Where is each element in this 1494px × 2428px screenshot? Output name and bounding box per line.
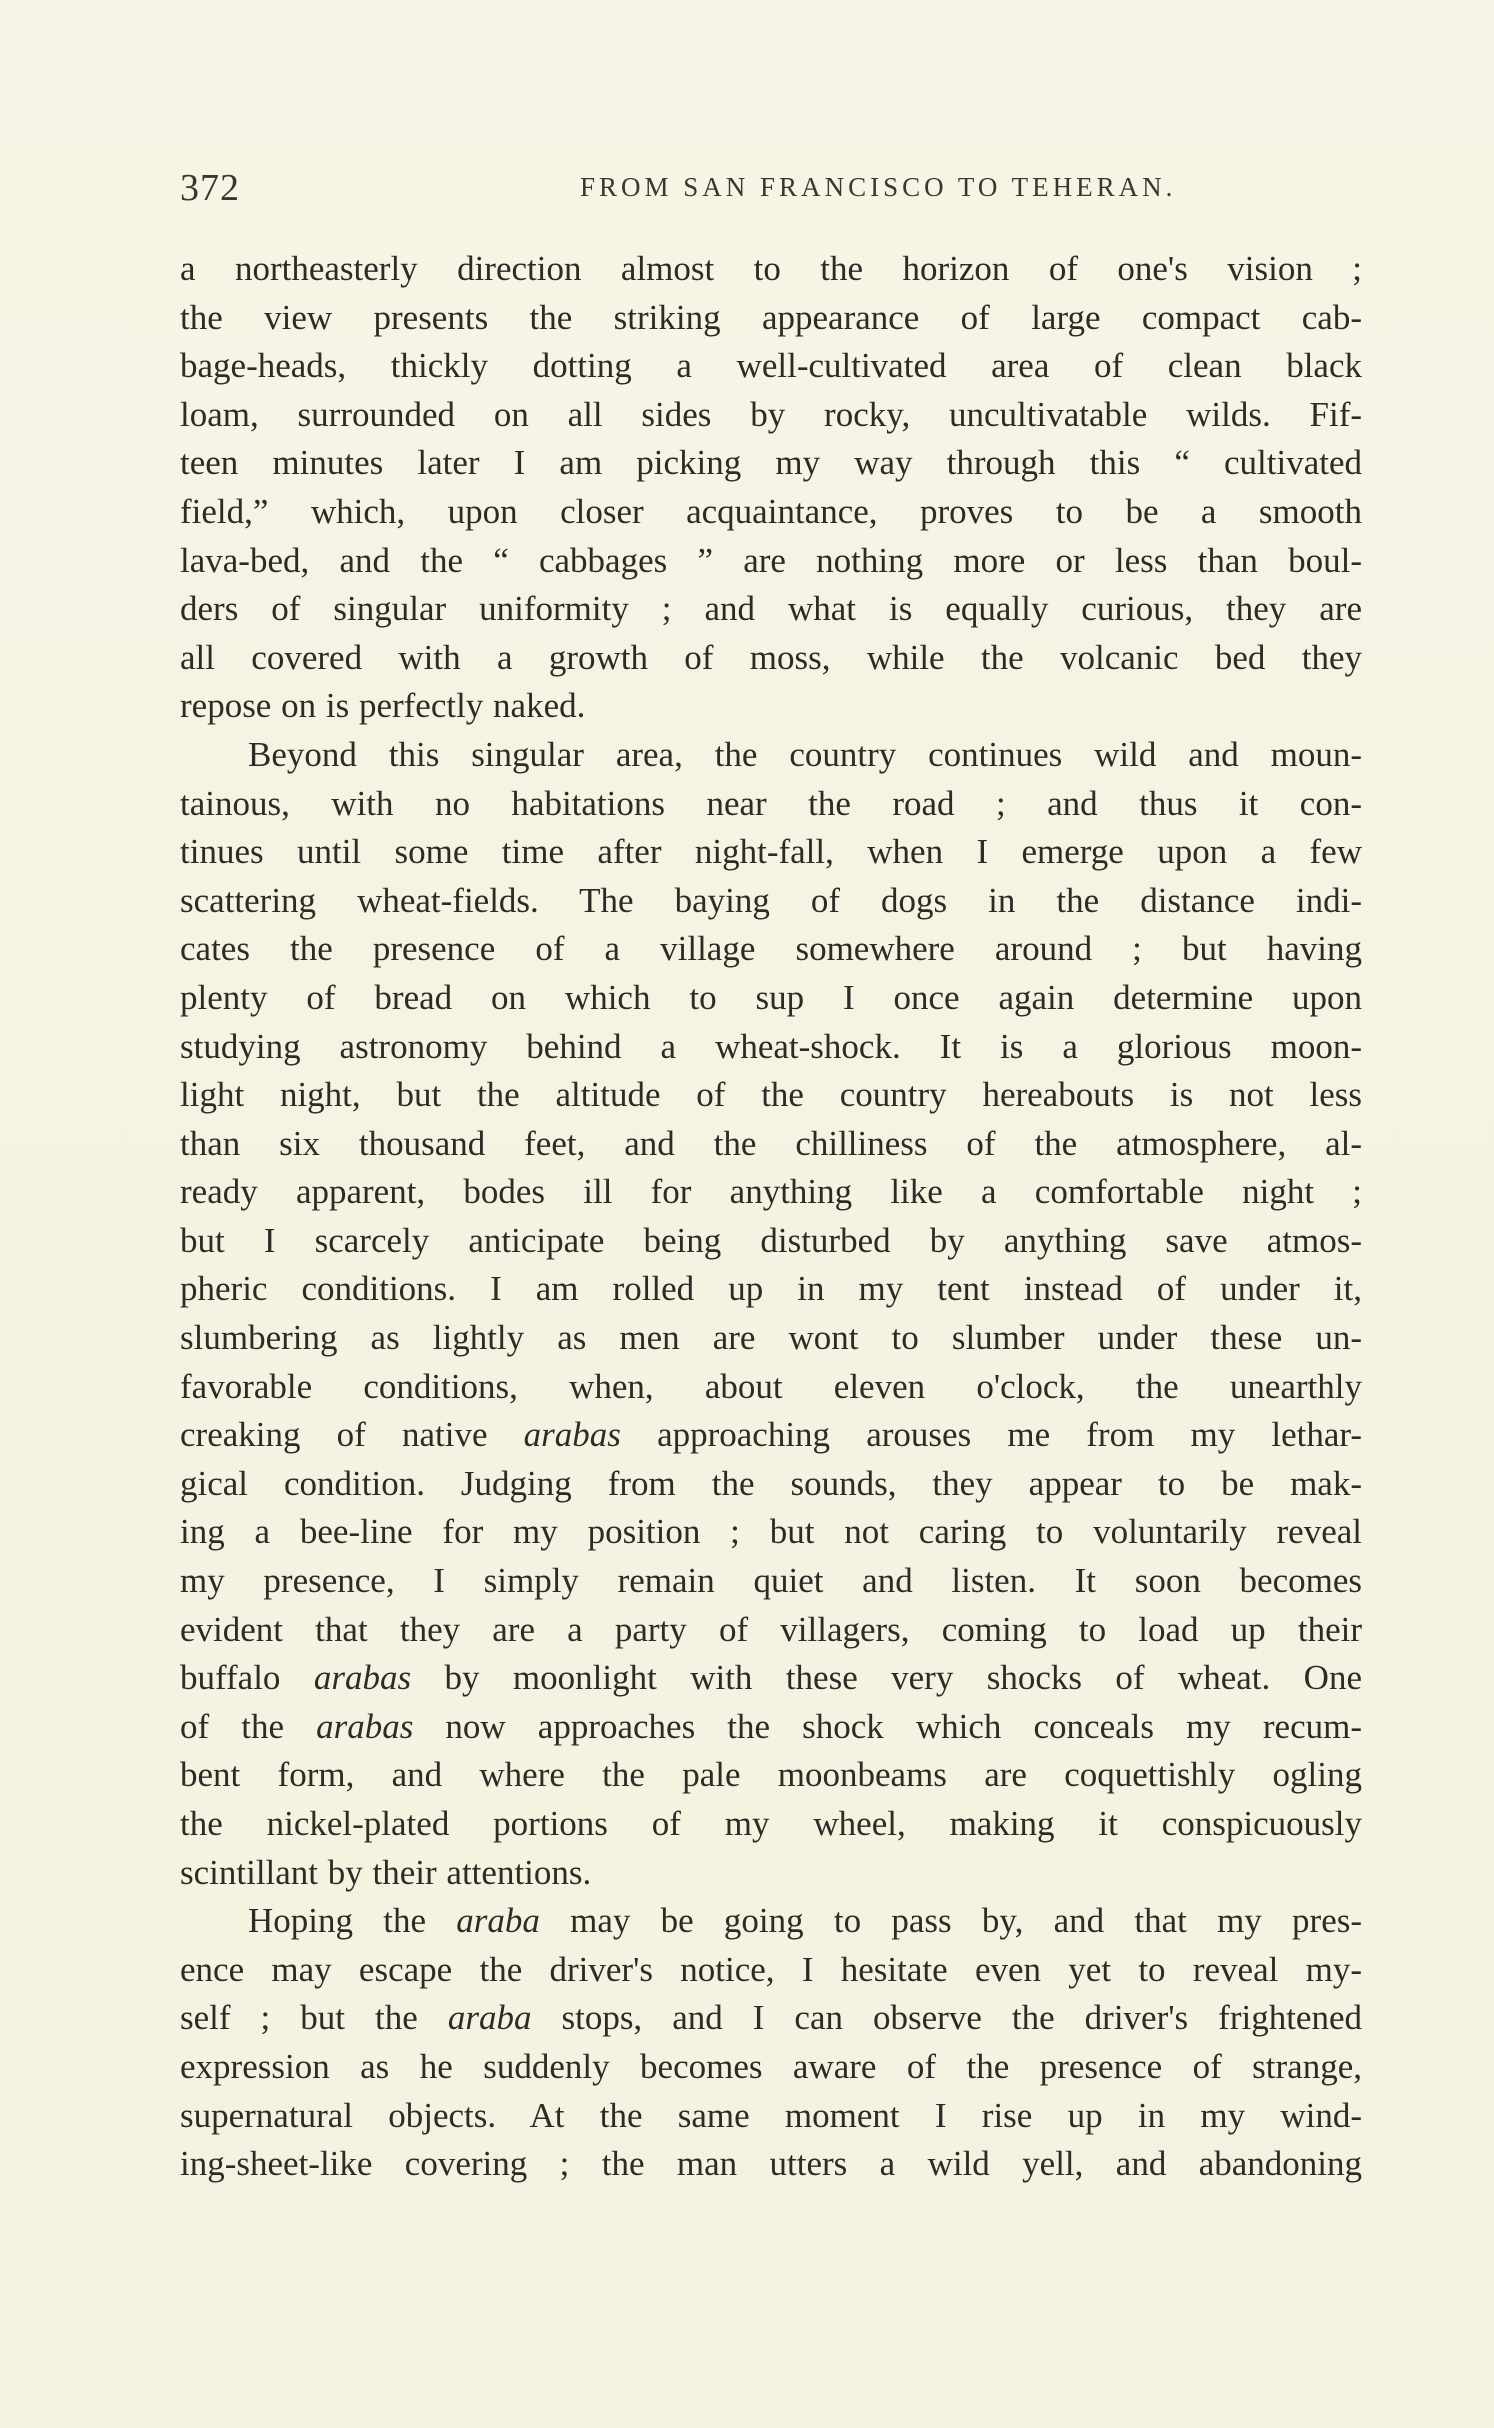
text-line: scattering wheat-fields. The baying of dogs in the distance indi- bbox=[180, 880, 1362, 920]
italic-word: arabas bbox=[313, 1658, 412, 1698]
text-line: favorable conditions, when, about eleven o'clock, the unearthly bbox=[180, 1366, 1362, 1406]
text-line: of the arabas now approaches the shock which conceals my recum- bbox=[180, 1706, 1362, 1746]
running-title: FROM SAN FRANCISCO TO TEHERAN. bbox=[580, 172, 1177, 202]
text-line: pheric conditions. I am rolled up in my tent instead of under it, bbox=[180, 1269, 1362, 1309]
paragraph-start-line: Beyond this singular area, the country continues wild and moun- bbox=[248, 734, 1362, 774]
text-line: evident that they are a party of villagers, coming to load up their bbox=[180, 1609, 1362, 1649]
text-line: lava-bed, and the “ cabbages ” are nothing more or less than boul- bbox=[180, 540, 1362, 580]
text-line: a northeasterly direction almost to the horizon of one's vision ; bbox=[180, 249, 1362, 288]
paragraph-start-line: Hoping the araba may be going to pass by, and that my pres- bbox=[248, 1901, 1362, 1941]
italic-word: arabas bbox=[523, 1415, 621, 1455]
text-line: bent form, and where the pale moonbeams are coquettishly ogling bbox=[180, 1755, 1362, 1795]
italic-word: araba bbox=[447, 1998, 532, 2038]
text-line: ence may escape the driver's notice, I hesitate even yet to reveal my- bbox=[180, 1949, 1362, 1989]
italic-word: araba bbox=[456, 1901, 540, 1941]
text-line: bage-heads, thickly dotting a well-cultivated area of clean black bbox=[180, 346, 1362, 386]
text-line: tinues until some time after night-fall, when I emerge upon a few bbox=[180, 832, 1362, 872]
text-line: the view presents the striking appearance of large compact cab- bbox=[180, 297, 1362, 337]
text-line: studying astronomy behind a wheat-shock. It is a glorious moon- bbox=[180, 1026, 1362, 1066]
text-line: slumbering as lightly as men are wont to slumber under these un- bbox=[180, 1318, 1362, 1358]
text-line: tainous, with no habitations near the road ; and thus it con- bbox=[180, 783, 1362, 823]
text-line: cates the presence of a village somewhere around ; but having bbox=[180, 929, 1362, 969]
running-head bbox=[180, 166, 1360, 216]
text-line: ders of singular uniformity ; and what is equally curious, they are bbox=[180, 589, 1362, 629]
body-text bbox=[180, 245, 1362, 2189]
italic-word: arabas bbox=[316, 1706, 414, 1746]
text-line: but I scarcely anticipate being disturbed by anything save atmos- bbox=[180, 1220, 1362, 1260]
text-line: ing-sheet-like covering ; the man utters a wild yell, and abandoning bbox=[180, 2144, 1362, 2184]
text-line: repose on is perfectly naked. bbox=[180, 686, 586, 726]
text-line: self ; but the araba stops, and I can observe the driver's frightened bbox=[180, 1998, 1363, 2038]
text-line: all covered with a growth of moss, while the volcanic bed they bbox=[180, 637, 1362, 677]
text-line: teen minutes later I am picking my way through this “ cultivated bbox=[180, 443, 1362, 483]
text-line: creaking of native arabas approaching arouses me from my lethar- bbox=[180, 1415, 1362, 1455]
text-line: my presence, I simply remain quiet and listen. It soon becomes bbox=[180, 1561, 1362, 1601]
text-line: ing a bee-line for my position ; but not caring to voluntarily reveal bbox=[180, 1512, 1362, 1552]
text-line: than six thousand feet, and the chilliness of the atmosphere, al- bbox=[180, 1123, 1362, 1163]
text-line: expression as he suddenly becomes aware of the presence of strange, bbox=[180, 2046, 1362, 2086]
page-number: 372 bbox=[180, 167, 240, 209]
text-line: plenty of bread on which to sup I once again determine upon bbox=[180, 977, 1362, 1017]
text-line: light night, but the altitude of the country hereabouts is not less bbox=[180, 1075, 1362, 1115]
text-line: ready apparent, bodes ill for anything like a comfortable night ; bbox=[180, 1172, 1362, 1212]
text-line: scintillant by their attentions. bbox=[180, 1852, 592, 1892]
text-line: supernatural objects. At the same moment I rise up in my wind- bbox=[180, 2095, 1362, 2135]
text-line: the nickel-plated portions of my wheel, making it conspicuously bbox=[180, 1804, 1362, 1843]
text-line: loam, surrounded on all sides by rocky, uncultivatable wilds. Fif- bbox=[180, 394, 1362, 434]
text-line: field,” which, upon closer acquaintance, proves to be a smooth bbox=[180, 491, 1362, 531]
text-line: gical condition. Judging from the sounds, they appear to be mak- bbox=[180, 1463, 1362, 1503]
text-line: buffalo arabas by moonlight with these very shocks of wheat. One bbox=[180, 1658, 1362, 1698]
